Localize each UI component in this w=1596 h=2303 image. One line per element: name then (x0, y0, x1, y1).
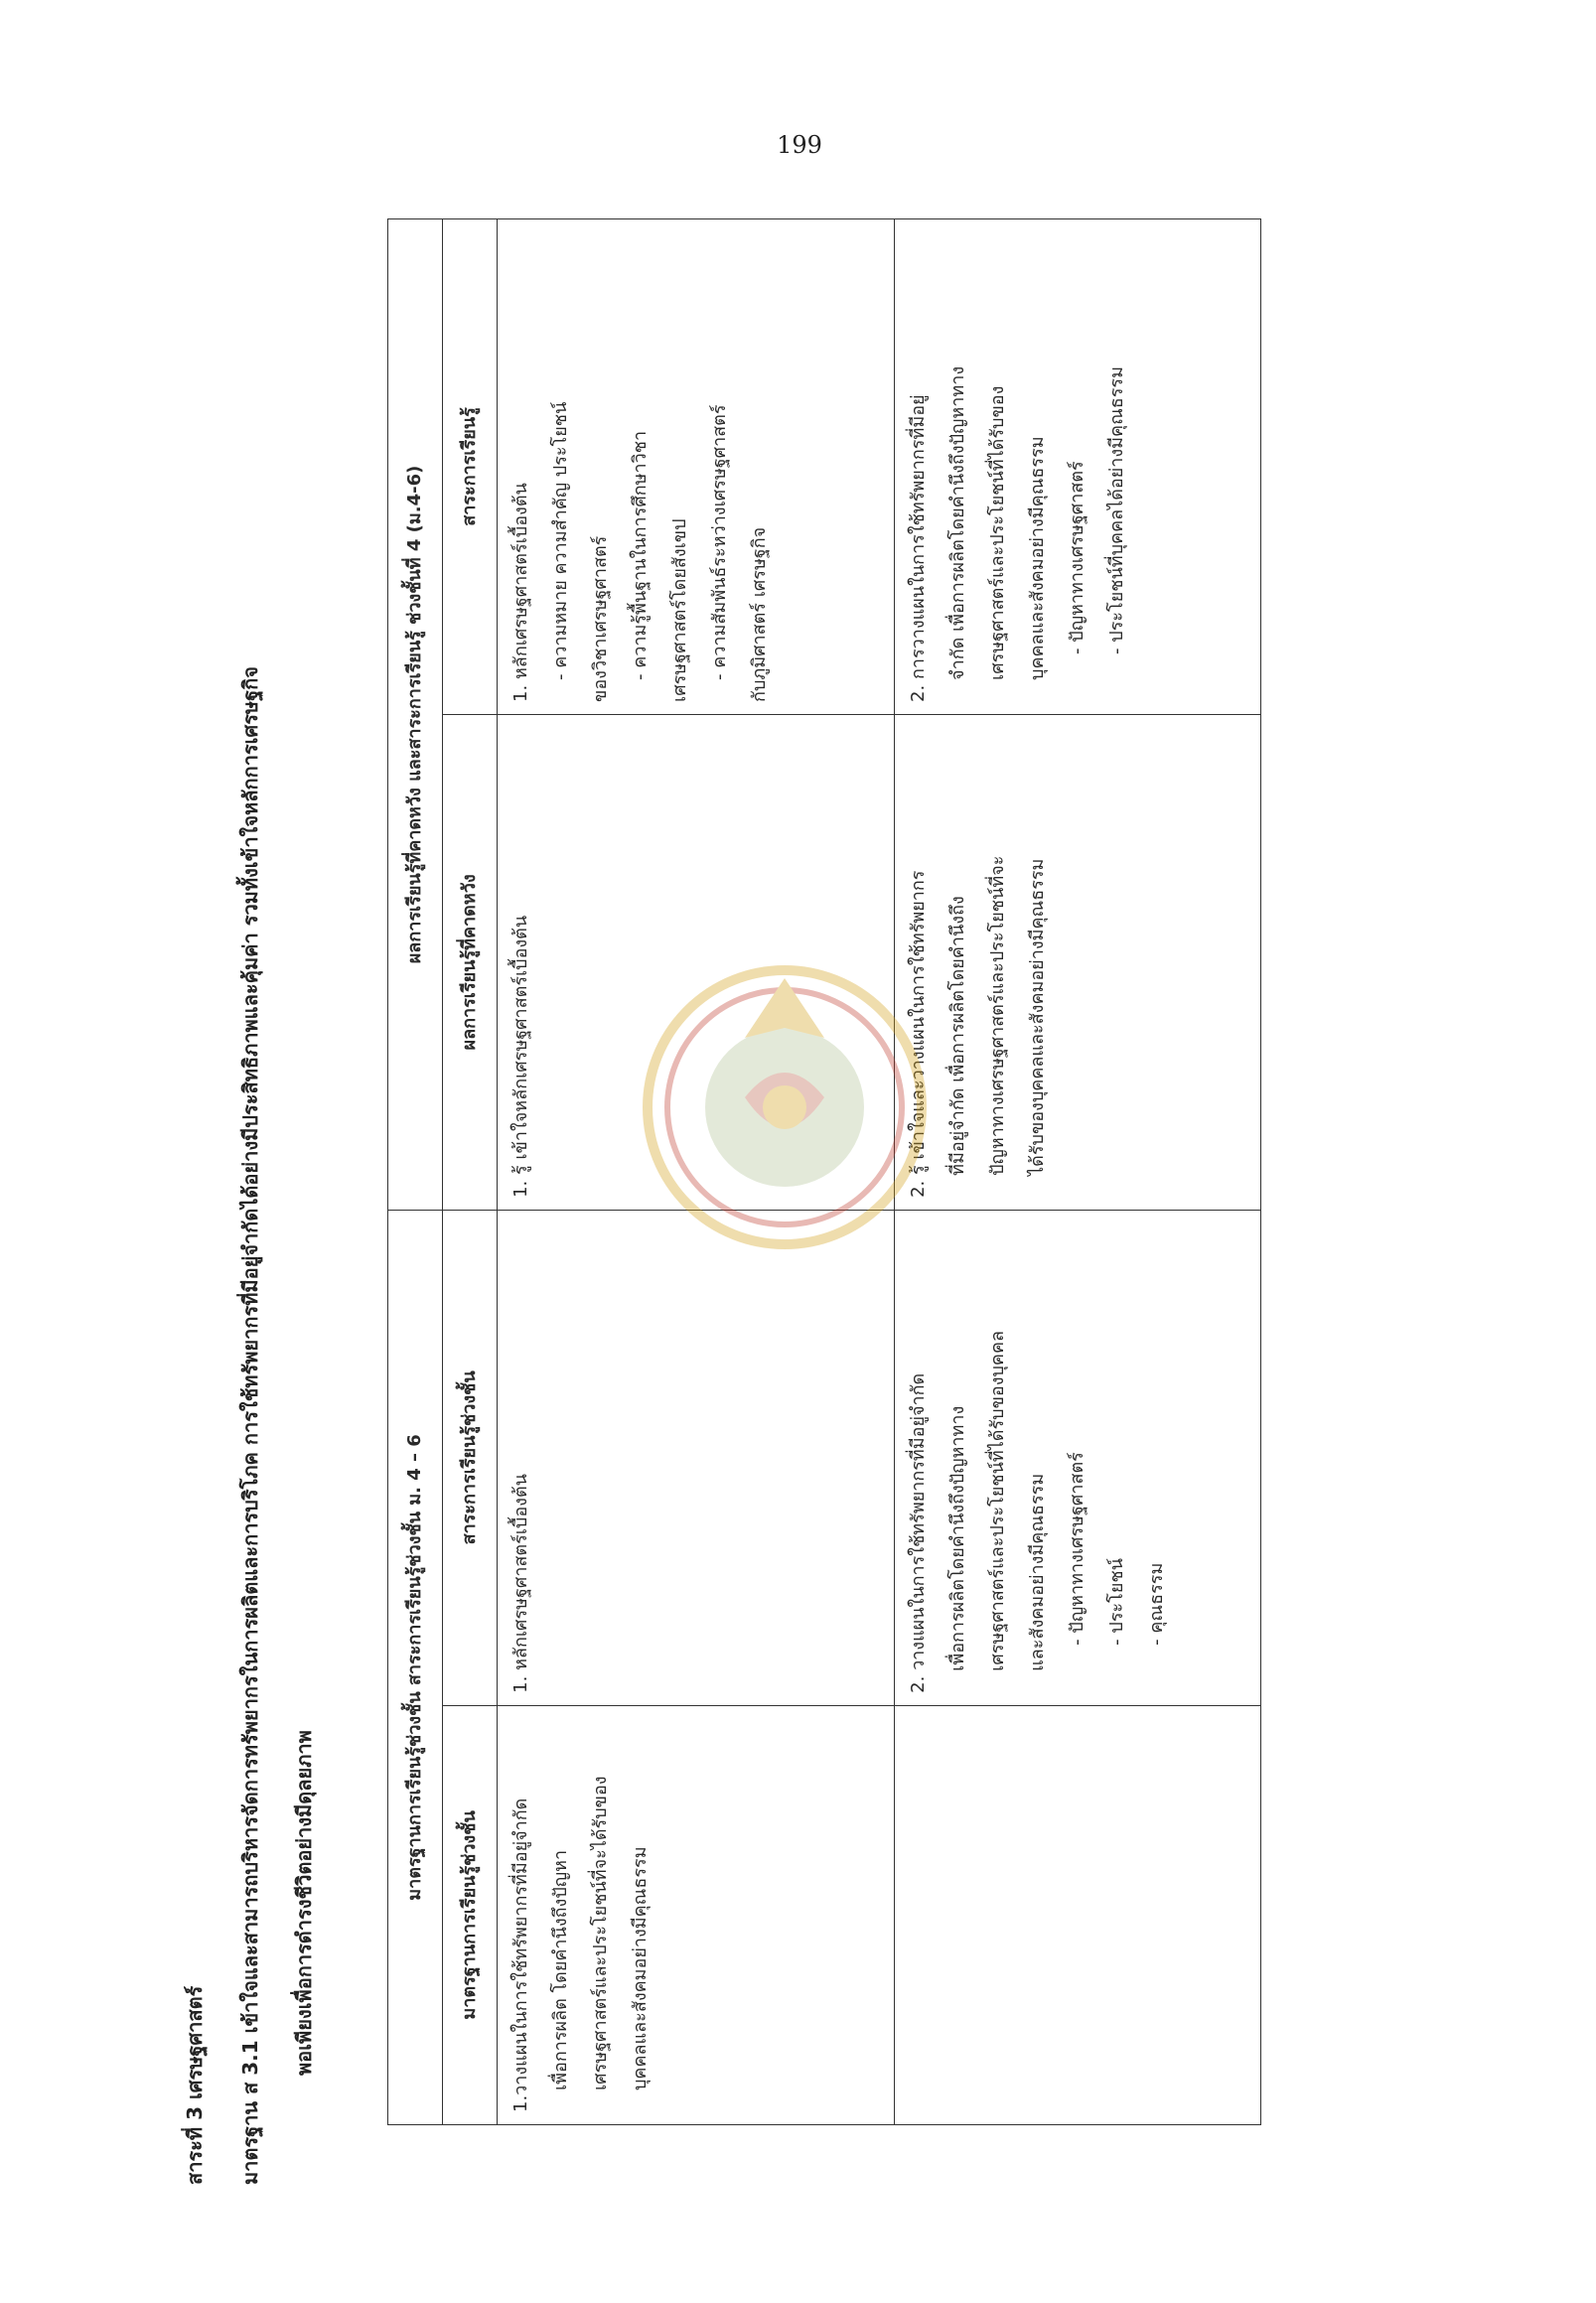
watermark-seal-icon (636, 958, 934, 1256)
cell-line: 1. หลักเศรษฐศาสตร์เบื้องต้น (510, 1474, 531, 1693)
cell-line: ปัญหาทางเศรษฐศาสตร์และประโยชน์ที่จะ (987, 855, 1008, 1176)
standard-heading: มาตรฐาน ส 3.1 เข้าใจและสามารถบริหารจัดการทรัพยากรในการผลิตและการบริโภค การใช้ทรัพยากรที่มีอยู่จำกัดได้อย่างมีประสิทธิภาพและคุ้มค่า รวมทั้งเข้าใจหลักการเศรษฐกิจ (238, 666, 262, 2185)
cell-line: เศรษฐศาสตร์และประโยชน์ที่ได้รับของ (987, 385, 1008, 680)
cell-line: บุคคลและสังคมอย่างมีคุณธรรม (630, 1846, 651, 2090)
cell-line: และสังคมอย่างมีคุณธรรม (1027, 1473, 1048, 1671)
table-cell (895, 1705, 1261, 2124)
cell-line: จำกัด เพื่อการผลิตโดยคำนึงถึงปัญหาทาง (947, 365, 968, 680)
cell-line: 1. หลักเศรษฐศาสตร์เบื้องต้น (510, 483, 531, 702)
strand-heading: สาระที่ 3 เศรษฐศาสตร์ (183, 1985, 207, 2185)
column-header: ผลการเรียนรู้ที่คาดหวัง (443, 714, 498, 1210)
cell-line: - ความหมาย ความสำคัญ ประโยชน์ (550, 401, 571, 680)
cell-line: ที่มีอยู่จำกัด เพื่อการผลิตโดยคำนึงถึง (947, 896, 968, 1176)
cell-line: เศรษฐศาสตร์และประโยชน์ที่ได้รับของบุคคล (987, 1330, 1008, 1671)
page-number: 199 (777, 131, 822, 159)
cell-line: ได้รับของบุคคลและสังคมอย่างมีคุณธรรม (1027, 858, 1048, 1176)
table-cell (895, 1210, 1261, 1705)
cell-line: บุคคลและสังคมอย่างมีคุณธรรม (1027, 436, 1048, 680)
column-header: สาระการเรียนรู้ช่วงชั้น (443, 1210, 498, 1705)
cell-line: ของวิชาเศรษฐศาสตร์ (590, 535, 611, 702)
cell-line: - ประโยชน์ที่บุคคลได้อย่างมีคุณธรรม (1106, 366, 1127, 654)
cell-line: - ประโยชน์ (1106, 1558, 1127, 1646)
cell-line: - ความสัมพันธ์ระหว่างเศรษฐศาสตร์ (709, 404, 730, 680)
cell-line: - คุณธรรม (1146, 1562, 1167, 1646)
cell-line: เศรษฐศาสตร์และประโยชน์ที่จะได้รับของ (590, 1776, 611, 2090)
cell-line: 1. รู้ เข้าใจหลักเศรษฐศาสตร์เบื้องต้น (510, 915, 531, 1198)
cell-line: 1.วางแผนในการใช้ทรัพยากรที่มีอยู่จำกัด (510, 1798, 531, 2112)
cell-line: เพื่อการผลิต โดยคำนึงถึงปัญหา (550, 1849, 571, 2090)
table-row (895, 219, 1261, 2125)
cell-line: - ปัญหาทางเศรษฐศาสตร์ (1067, 461, 1088, 654)
standard-heading-continued: พอเพียงเพื่อการดำรงชีวิตอย่างมีดุลยภาพ (292, 1730, 316, 2076)
cell-line: เพื่อการผลิตโดยคำนึงถึงปัญหาทาง (947, 1405, 968, 1671)
group-header-right: ผลการเรียนรู้ที่คาดหวัง และสาระการเรียนรู้ ช่วงชั้นที่ 4 (ม.4-6) (388, 219, 443, 1211)
cell-line: 2. รู้ เข้าใจและวางแผนในการใช้ทรัพยากร (908, 870, 929, 1198)
cell-line: 2. วางแผนในการใช้ทรัพยากรที่มีอยู่จำกัด (908, 1372, 929, 1693)
group-header-left: มาตรฐานการเรียนรู้ช่วงชั้น สาระการเรียนรู้ช่วงชั้น ม. 4 – 6 (388, 1210, 443, 2124)
cell-line: กับภูมิศาสตร์ เศรษฐกิจ (749, 526, 770, 702)
column-header: มาตรฐานการเรียนรู้ช่วงชั้น (443, 1705, 498, 2124)
table-cell (498, 219, 895, 715)
table-cell (498, 1210, 895, 1705)
column-header: สาระการเรียนรู้ (443, 219, 498, 715)
table-cell (895, 714, 1261, 1210)
table-cell (895, 219, 1261, 715)
table-cell (498, 1705, 895, 2124)
cell-line: 2. การวางแผนในการใช้ทรัพยากรที่มีอยู่ (908, 394, 929, 702)
cell-line: - ปัญหาทางเศรษฐศาสตร์ (1067, 1452, 1088, 1646)
cell-line: เศรษฐศาสตร์โดยสังเขป (669, 518, 690, 702)
cell-line: - ความรู้พื้นฐานในการศึกษาวิชา (630, 430, 651, 680)
